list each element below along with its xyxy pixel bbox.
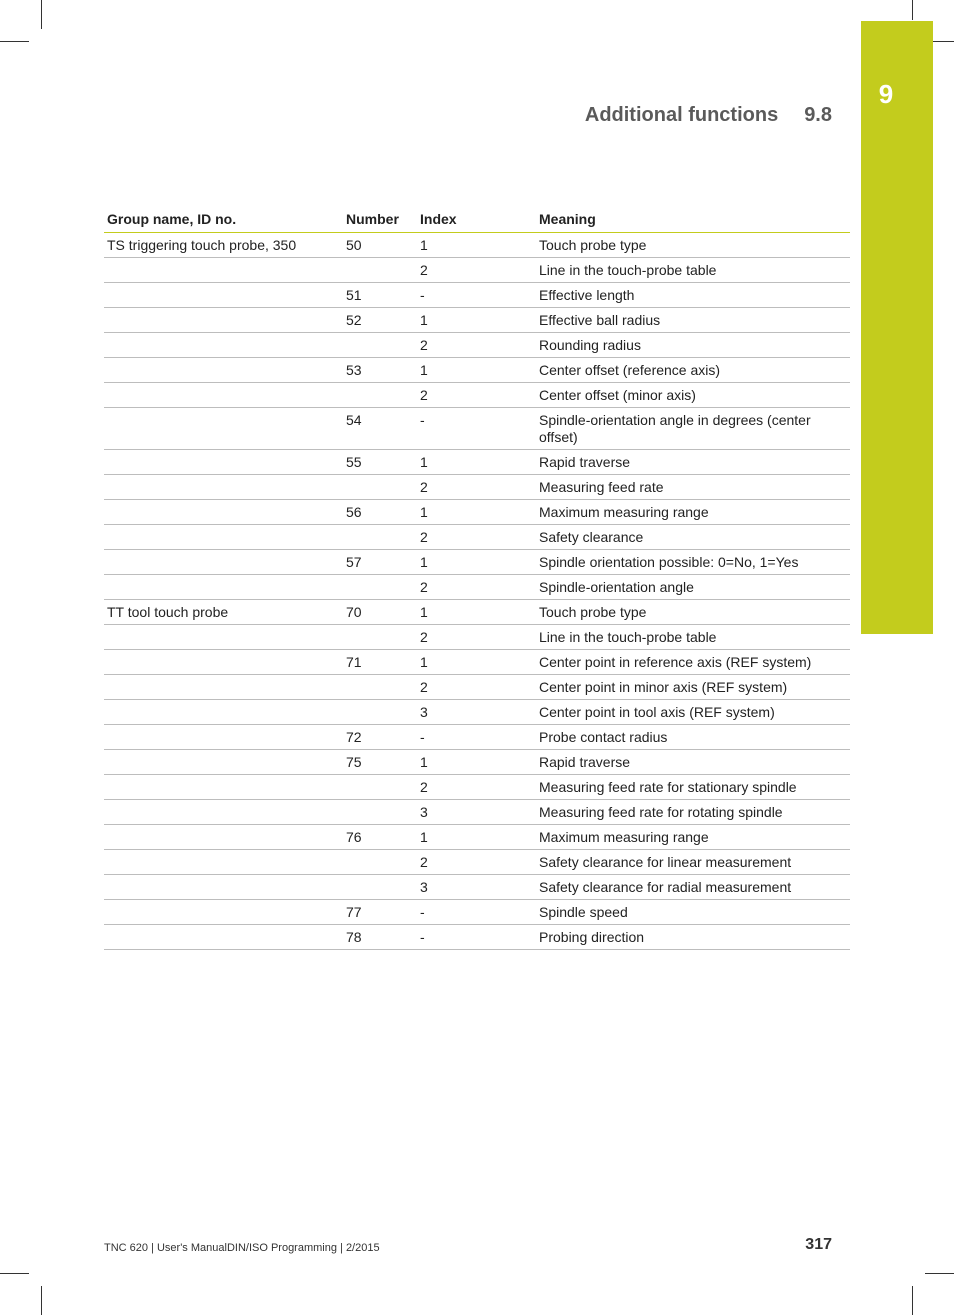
cell-group [104,625,343,650]
cell-meaning: Measuring feed rate for rotating spindle [536,800,850,825]
cell-group [104,875,343,900]
cell-number [343,575,417,600]
cell-meaning: Maximum measuring range [536,825,850,850]
cell-number: 55 [343,450,417,475]
cell-index: 1 [417,450,536,475]
table-row [104,625,850,650]
cell-meaning: Safety clearance for linear measurement [536,850,850,875]
table-row [104,675,850,700]
column-header-meaning: Meaning [536,207,850,233]
table-row [104,600,850,625]
cell-group: TT tool touch probe [104,600,343,625]
page-header [585,104,832,127]
cell-number [343,675,417,700]
cell-index: 1 [417,600,536,625]
table-row [104,358,850,383]
cell-meaning: Center offset (minor axis) [536,383,850,408]
cell-index: 2 [417,258,536,283]
cell-meaning: Touch probe type [536,600,850,625]
cell-meaning: Safety clearance for radial measurement [536,875,850,900]
cell-meaning: Measuring feed rate [536,475,850,500]
cell-number: 75 [343,750,417,775]
cell-meaning: Effective length [536,283,850,308]
cell-index: - [417,900,536,925]
column-header-index: Index [417,207,536,233]
cell-meaning: Safety clearance [536,525,850,550]
page-number: 317 [805,1236,832,1253]
table-row [104,383,850,408]
cell-meaning: Spindle-orientation angle [536,575,850,600]
crop-mark [0,41,29,42]
cell-group [104,500,343,525]
cell-group [104,358,343,383]
cell-group [104,550,343,575]
cell-index: 2 [417,383,536,408]
cell-group [104,775,343,800]
table-row [104,750,850,775]
table-row [104,775,850,800]
cell-meaning: Line in the touch-probe table [536,625,850,650]
cell-index: 2 [417,675,536,700]
cell-number: 56 [343,500,417,525]
table-row [104,283,850,308]
cell-number: 54 [343,408,417,450]
cell-group [104,450,343,475]
header-section: 9.8 [804,104,832,126]
cell-group: TS triggering touch probe, 350 [104,233,343,258]
cell-meaning: Line in the touch-probe table [536,258,850,283]
cell-index: 2 [417,850,536,875]
cell-group [104,750,343,775]
cell-meaning: Center offset (reference axis) [536,358,850,383]
table-row [104,825,850,850]
cell-index: - [417,408,536,450]
cell-group [104,925,343,950]
cell-meaning: Probe contact radius [536,725,850,750]
cell-number [343,700,417,725]
cell-number [343,383,417,408]
table-row [104,500,850,525]
cell-number: 72 [343,725,417,750]
cell-number [343,258,417,283]
cell-group [104,725,343,750]
cell-group [104,408,343,450]
cell-index: 2 [417,575,536,600]
column-header-group: Group name, ID no. [104,207,343,233]
header-title: Additional functions [584,104,779,126]
cell-index: 1 [417,500,536,525]
cell-meaning: Rapid traverse [536,750,850,775]
cell-index: 2 [417,475,536,500]
cell-meaning: Effective ball radius [536,308,850,333]
footer-text: TNC 620 | User's ManualDIN/ISO Programming | 2/2015 [104,1242,380,1254]
cell-group [104,475,343,500]
parameter-table [104,207,850,950]
cell-meaning: Center point in minor axis (REF system) [536,675,850,700]
cell-number [343,775,417,800]
cell-number: 76 [343,825,417,850]
table-row [104,550,850,575]
cell-meaning: Measuring feed rate for stationary spindle [536,775,850,800]
cell-meaning: Rapid traverse [536,450,850,475]
crop-mark [41,0,42,29]
cell-index: 2 [417,625,536,650]
cell-group [104,283,343,308]
cell-meaning: Spindle-orientation angle in degrees (center offset) [536,408,850,450]
cell-group [104,700,343,725]
cell-number [343,875,417,900]
cell-group [104,825,343,850]
cell-number: 50 [343,233,417,258]
cell-number: 53 [343,358,417,383]
table-row [104,650,850,675]
cell-index: 1 [417,233,536,258]
cell-number: 77 [343,900,417,925]
cell-meaning: Spindle orientation possible: 0=No, 1=Yes [536,550,850,575]
table-row [104,475,850,500]
table-row [104,925,850,950]
cell-number: 70 [343,600,417,625]
table-header-row [104,207,850,233]
cell-index: 1 [417,308,536,333]
cell-index: 1 [417,358,536,383]
table-row [104,850,850,875]
cell-index: - [417,283,536,308]
column-header-number: Number [343,207,417,233]
cell-group [104,575,343,600]
cell-group [104,650,343,675]
crop-mark [912,0,913,20]
table-row [104,875,850,900]
cell-index: 3 [417,875,536,900]
cell-meaning: Touch probe type [536,233,850,258]
cell-group [104,800,343,825]
cell-number: 71 [343,650,417,675]
cell-meaning: Rounding radius [536,333,850,358]
crop-mark [0,1273,29,1274]
cell-index: 1 [417,750,536,775]
table-row [104,450,850,475]
crop-mark [912,1286,913,1315]
cell-group [104,383,343,408]
cell-index: 3 [417,700,536,725]
table-row [104,575,850,600]
cell-number [343,333,417,358]
crop-mark [925,1273,954,1274]
cell-meaning: Probing direction [536,925,850,950]
cell-group [104,308,343,333]
cell-index: - [417,925,536,950]
cell-group [104,900,343,925]
cell-number [343,800,417,825]
cell-meaning: Center point in reference axis (REF system) [536,650,850,675]
cell-number: 51 [343,283,417,308]
cell-number [343,525,417,550]
table-row [104,258,850,283]
table-row [104,333,850,358]
cell-number [343,625,417,650]
cell-number [343,475,417,500]
table-row [104,700,850,725]
table-row [104,233,850,258]
cell-number: 57 [343,550,417,575]
cell-index: 1 [417,825,536,850]
table-row [104,525,850,550]
cell-meaning: Center point in tool axis (REF system) [536,700,850,725]
cell-group [104,258,343,283]
cell-number [343,850,417,875]
cell-index: 1 [417,550,536,575]
table-body [104,233,850,950]
cell-index: 1 [417,650,536,675]
cell-group [104,525,343,550]
crop-mark [41,1286,42,1315]
cell-meaning: Maximum measuring range [536,500,850,525]
chapter-tab [861,21,933,634]
table-row [104,408,850,450]
cell-index: 2 [417,333,536,358]
cell-meaning: Spindle speed [536,900,850,925]
cell-group [104,675,343,700]
table-row [104,725,850,750]
table-row [104,800,850,825]
cell-group [104,333,343,358]
table-row [104,308,850,333]
cell-number: 52 [343,308,417,333]
cell-index: 3 [417,800,536,825]
chapter-number: 9 [878,79,894,109]
cell-index: - [417,725,536,750]
cell-group [104,850,343,875]
cell-index: 2 [417,775,536,800]
table-row [104,900,850,925]
cell-number: 78 [343,925,417,950]
cell-index: 2 [417,525,536,550]
